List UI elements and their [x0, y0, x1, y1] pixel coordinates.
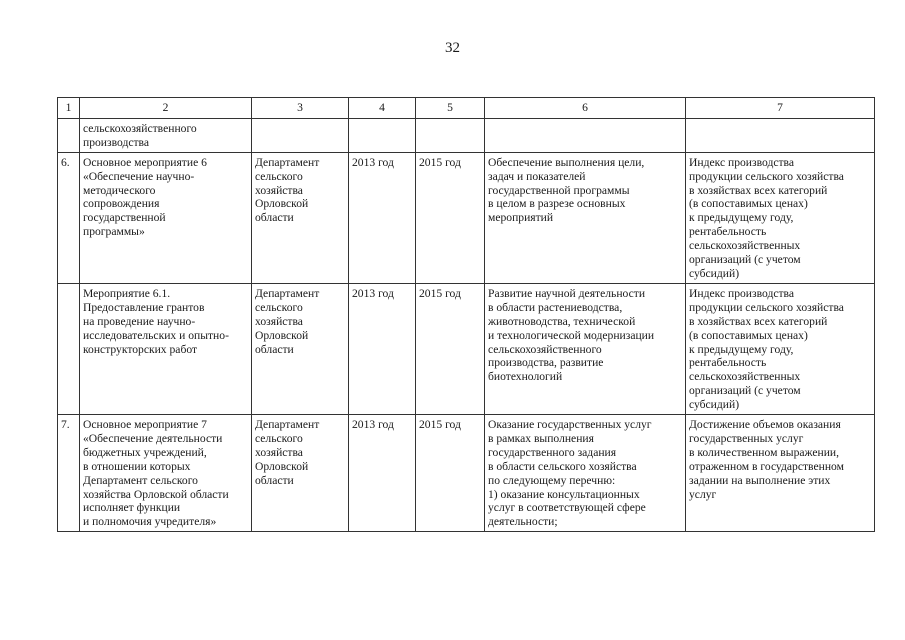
responsible-executor-line: хозяйства — [255, 183, 303, 197]
measure-name-line: Мероприятие 6.1. — [83, 286, 171, 300]
expected-result-line: деятельности; — [488, 515, 558, 529]
expected-result-line: Развитие научной деятельности — [488, 286, 646, 300]
expected-result-cell — [485, 152, 686, 283]
expected-result-line: государственной программы — [488, 183, 630, 197]
expected-result-line: биотехнологий — [488, 370, 563, 384]
measure-name-cell — [80, 152, 252, 283]
responsible-executor-line: Департамент — [255, 418, 320, 432]
target-indicator-line: к предыдущему году, — [689, 211, 794, 225]
target-indicator-cell — [686, 152, 875, 283]
table-row — [58, 415, 875, 532]
start-year-cell: 2013 год — [349, 415, 416, 532]
expected-result-line: в области сельского хозяйства — [488, 459, 637, 473]
target-indicator-cell — [686, 283, 875, 414]
expected-result-cell — [485, 118, 686, 152]
expected-result-line: мероприятий — [488, 211, 554, 225]
expected-result-line: услуг в соответствующей сфере — [488, 501, 646, 515]
responsible-executor-line: Орловской — [255, 328, 309, 342]
end-year-cell: 2015 год — [416, 415, 485, 532]
responsible-executor-cell — [252, 118, 349, 152]
responsible-executor-line: хозяйства — [255, 314, 303, 328]
target-indicator-line: Индекс производства — [689, 286, 795, 300]
responsible-executor-line: сельского — [255, 300, 303, 314]
target-indicator-line: субсидий) — [689, 266, 740, 280]
responsible-executor-line: сельского — [255, 431, 303, 445]
responsible-executor-cell — [252, 152, 349, 283]
start-year-cell — [349, 118, 416, 152]
header-row — [58, 98, 875, 119]
measure-name-line: сельскохозяйственного — [83, 121, 197, 135]
target-indicator-line: (в сопоставимых ценах) — [689, 328, 808, 342]
target-indicator-line: Достижение объемов оказания — [689, 418, 841, 432]
target-indicator-line: субсидий) — [689, 398, 740, 412]
responsible-executor-line: Департамент — [255, 155, 320, 169]
target-indicator-line: продукции сельского хозяйства — [689, 300, 844, 314]
header-cell-7: 7 — [686, 98, 875, 119]
responsible-executor-line: Орловской — [255, 197, 309, 211]
expected-result-line: в области растениеводства, — [488, 300, 623, 314]
header-cell-4: 4 — [349, 98, 416, 119]
table-body — [58, 118, 875, 531]
measure-name-line: исследовательских и опытно- — [83, 328, 229, 342]
measure-name-line: Департамент сельского — [83, 473, 198, 487]
expected-result-line: сельскохозяйственного — [488, 342, 602, 356]
end-year-cell: 2015 год — [416, 283, 485, 414]
row-number-cell — [58, 118, 80, 152]
target-indicator-line: организаций (с учетом — [689, 384, 801, 398]
measure-name-line: хозяйства Орловской области — [83, 487, 229, 501]
measure-name-line: производства — [83, 135, 150, 149]
measure-name-line: на проведение научно- — [83, 314, 196, 328]
measure-name-line: «Обеспечение научно- — [83, 169, 195, 183]
target-indicator-line: в количественном выражении, — [689, 445, 840, 459]
program-table — [57, 97, 875, 532]
responsible-executor-line: области — [255, 211, 294, 225]
start-year-cell: 2013 год — [349, 152, 416, 283]
responsible-executor-cell — [252, 283, 349, 414]
target-indicator-cell — [686, 415, 875, 532]
target-indicator-line: сельскохозяйственных — [689, 370, 801, 384]
expected-result-cell — [485, 415, 686, 532]
target-indicator-line: рентабельность — [689, 356, 767, 370]
expected-result-cell — [485, 283, 686, 414]
measure-name-cell — [80, 118, 252, 152]
target-indicator-line: услуг — [689, 487, 717, 501]
measure-name-line: Основное мероприятие 7 — [83, 418, 207, 432]
measure-name-line: «Обеспечение деятельности — [83, 431, 223, 445]
table-row — [58, 118, 875, 152]
measure-name-line: и полномочия учредителя» — [83, 515, 217, 529]
row-number-cell — [58, 283, 80, 414]
expected-result-line: животноводства, технической — [488, 314, 636, 328]
target-indicator-line: государственных услуг — [689, 431, 804, 445]
measure-name-line: государственной — [83, 211, 166, 225]
target-indicator-line: (в сопоставимых ценах) — [689, 197, 808, 211]
expected-result-line: и технологической модернизации — [488, 328, 655, 342]
end-year-cell — [416, 118, 485, 152]
measure-name-line: Предоставление грантов — [83, 300, 205, 314]
measure-name-line: Основное мероприятие 6 — [83, 155, 207, 169]
measure-name-line: методического — [83, 183, 156, 197]
responsible-executor-line: хозяйства — [255, 445, 303, 459]
header-cell-5: 5 — [416, 98, 485, 119]
measure-name-line: исполняет функции — [83, 501, 181, 515]
measure-name-cell — [80, 415, 252, 532]
header-cell-6: 6 — [485, 98, 686, 119]
header-cell-1: 1 — [58, 98, 80, 119]
responsible-executor-cell — [252, 415, 349, 532]
row-number-cell: 7. — [58, 415, 80, 532]
target-indicator-line: рентабельность — [689, 225, 767, 239]
table-row — [58, 283, 875, 414]
page-number: 32 — [445, 40, 460, 56]
responsible-executor-line: области — [255, 342, 294, 356]
responsible-executor-line: Департамент — [255, 286, 320, 300]
target-indicator-line: в хозяйствах всех категорий — [689, 314, 828, 328]
target-indicator-line: сельскохозяйственных — [689, 239, 801, 253]
target-indicator-line: задании на выполнение этих — [689, 473, 831, 487]
expected-result-line: по следующему перечню: — [488, 473, 616, 487]
expected-result-line: в рамках выполнения — [488, 431, 594, 445]
target-indicator-line: Индекс производства — [689, 155, 795, 169]
expected-result-line: задач и показателей — [488, 169, 586, 183]
expected-result-line: государственного задания — [488, 445, 617, 459]
expected-result-line: в целом в разрезе основных — [488, 197, 626, 211]
target-indicator-line: отраженном в государственном — [689, 459, 844, 473]
measure-name-line: конструкторских работ — [83, 342, 198, 356]
measure-name-line: сопровождения — [83, 197, 160, 211]
header-cell-2: 2 — [80, 98, 252, 119]
end-year-cell: 2015 год — [416, 152, 485, 283]
responsible-executor-line: области — [255, 473, 294, 487]
expected-result-line: производства, развитие — [488, 356, 604, 370]
measure-name-line: программы» — [83, 225, 145, 239]
row-number-cell: 6. — [58, 152, 80, 283]
target-indicator-line: продукции сельского хозяйства — [689, 169, 844, 183]
target-indicator-line: в хозяйствах всех категорий — [689, 183, 828, 197]
target-indicator-line: организаций (с учетом — [689, 253, 801, 267]
responsible-executor-line: Орловской — [255, 459, 309, 473]
measure-name-line: бюджетных учреждений, — [83, 445, 207, 459]
target-indicator-cell — [686, 118, 875, 152]
table-row — [58, 152, 875, 283]
measure-name-line: в отношении которых — [83, 459, 191, 473]
expected-result-line: Оказание государственных услуг — [488, 418, 652, 432]
header-cell-3: 3 — [252, 98, 349, 119]
target-indicator-line: к предыдущему году, — [689, 342, 794, 356]
expected-result-line: Обеспечение выполнения цели, — [488, 155, 645, 169]
start-year-cell: 2013 год — [349, 283, 416, 414]
expected-result-line: 1) оказание консультационных — [488, 487, 640, 501]
responsible-executor-line: сельского — [255, 169, 303, 183]
measure-name-cell — [80, 283, 252, 414]
